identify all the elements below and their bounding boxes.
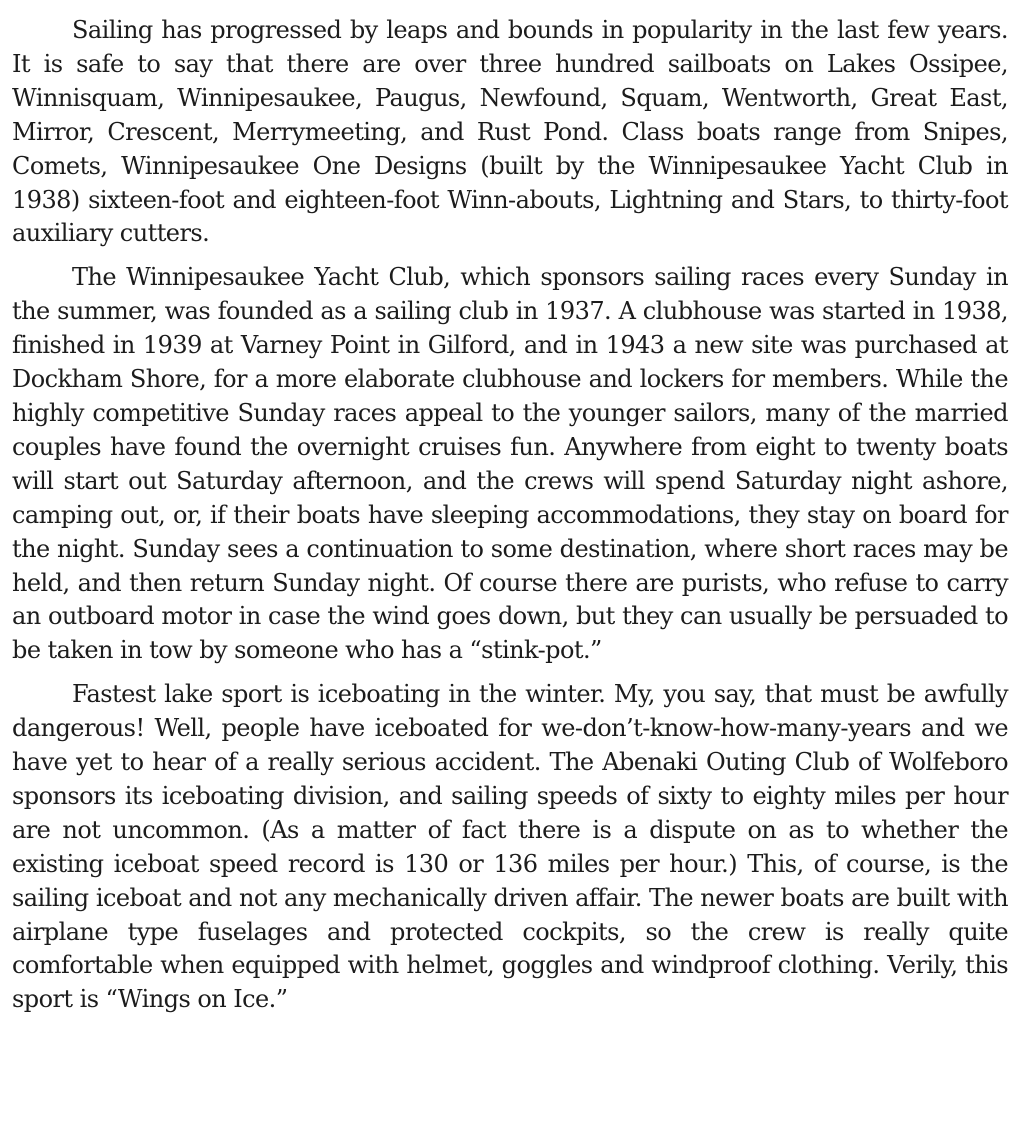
document-page xyxy=(12,14,1008,1017)
paragraph-sailing: Sailing has progressed by leaps and bounds in popularity in the last few years. It is safe to say that there are over three hundred sailboats on Lakes Ossipee, Winnisquam, Winnipesaukee, Paugus, Newfound, Squam, Wentworth, Great East, Mirror, Crescent, Merrymeeting, and Rust Pond. Class boats range from Snipes, Comets, Winnipesaukee One Designs (built by the Winnipesaukee Yacht Club in 1938) sixteen-foot and eighteen-foot Winn-abouts, Lightning and Stars, to thirty-foot auxiliary cutters. xyxy=(12,16,1008,248)
paragraph-iceboating: Fastest lake sport is iceboating in the winter. My, you say, that must be awfully dangerous! Well, people have iceboated for we-don’t-know-how-many-years and we have yet to hear of a really serious accident. The Abenaki Outing Club of Wolfeboro sponsors its iceboating division, and sailing speeds of sixty to eighty miles per hour are not uncommon. (As a matter of fact there is a dispute on as to whether the existing iceboat speed record is 130 or 136 miles per hour.) This, of course, is the sailing iceboat and not any mechanically driven affair. The newer boats are built with airplane type fuselages and protected cockpits, so the crew is really quite comfortable when equipped with helmet, goggles and windproof clothing. Verily, this sport is “Wings on Ice.” xyxy=(12,680,1008,1014)
paragraph-yacht-club: The Winnipesaukee Yacht Club, which sponsors sailing races every Sunday in the summer, was founded as a sailing club in 1937. A clubhouse was started in 1938, finished in 1939 at Varney Point in Gilford, and in 1943 a new site was purchased at Dockham Shore, for a more elaborate clubhouse and lockers for members. While the highly competitive Sunday races appeal to the younger sailors, many of the married couples have found the overnight cruises fun. Anywhere from eight to twenty boats will start out Saturday afternoon, and the crews will spend Saturday night ashore, camping out, or, if their boats have sleeping accommodations, they stay on board for the night. Sunday sees a continuation to some destination, where short races may be held, and then return Sunday night. Of course there are purists, who refuse to carry an outboard motor in case the wind goes down, but they can usually be persuaded to be taken in tow by someone who has a “stink-pot.” xyxy=(12,263,1008,665)
